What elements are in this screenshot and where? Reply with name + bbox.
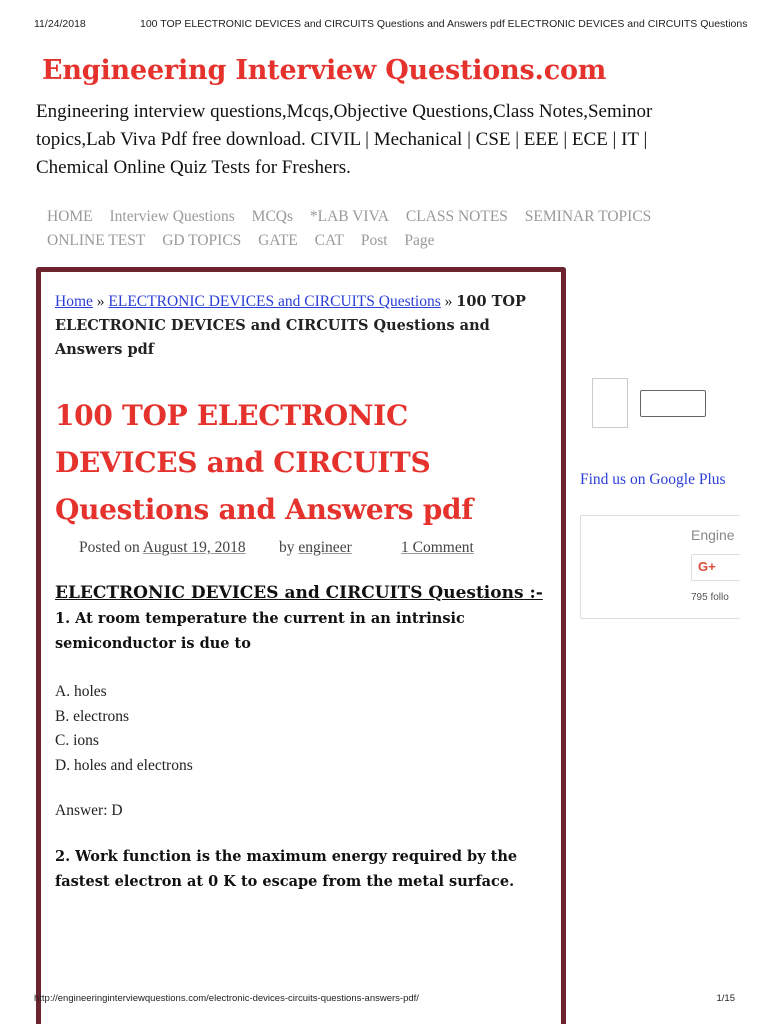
main-nav (47, 205, 727, 253)
nav-item-gate[interactable]: GATE (258, 232, 298, 249)
breadcrumb-home-link[interactable]: Home (55, 293, 93, 310)
nav-item-class-notes[interactable]: CLASS NOTES (405, 208, 508, 225)
nav-item-post[interactable]: Post (360, 232, 388, 249)
comments-link[interactable]: 1 Comment (401, 539, 474, 556)
post-author-wrapper (279, 539, 352, 557)
google-plus-page-name[interactable]: Engine (691, 527, 735, 543)
breadcrumb-separator: » (440, 293, 457, 310)
print-page-title: 100 TOP ELECTRONIC DEVICES and CIRCUITS Questions and Answers pdf ELECTRONIC DEVICES and CIRCUITS Questions (140, 18, 748, 30)
question-1-answer: Answer: D (55, 802, 123, 819)
post-meta (55, 539, 555, 563)
nav-item-home[interactable]: HOME (47, 208, 93, 225)
question-2: 2. Work function is the maximum energy required by the fastest electron at 0 K to escape from the metal surface. (55, 848, 518, 890)
sidebar-button-placeholder[interactable] (640, 390, 706, 417)
section-heading: ELECTRONIC DEVICES and CIRCUITS Questions :- (55, 583, 543, 603)
nav-item-online-test[interactable]: ONLINE TEST (47, 232, 146, 249)
google-plus-icon: G+ (698, 559, 716, 574)
print-url: http://engineeringinterviewquestions.com/electronic-devices-circuits-questions-answers-pdf/ (34, 993, 419, 1004)
nav-item-gd-topics[interactable]: GD TOPICS (162, 232, 242, 249)
by-label: by (279, 539, 299, 556)
nav-item-interview-questions[interactable]: Interview Questions (109, 208, 235, 225)
sidebar-widget-box (592, 378, 628, 428)
nav-item-lab-viva[interactable]: *LAB VIVA (309, 208, 389, 225)
article-container (36, 267, 566, 1024)
nav-item-cat[interactable]: CAT (314, 232, 344, 249)
option-a: A. holes (55, 683, 107, 700)
google-plus-follow-button[interactable] (691, 554, 740, 581)
breadcrumb-separator: » (92, 293, 109, 310)
site-description: Engineering interview questions,Mcqs,Objective Questions,Class Notes,Seminor topics,Lab Viva Pdf free download. CIVIL | Mechanical | CSE | EEE | ECE | IT | Chemical Online Quiz Tests for Freshers. (36, 101, 653, 178)
print-date: 11/24/2018 (34, 18, 86, 30)
nav-item-seminar-topics[interactable]: SEMINAR TOPICS (524, 208, 652, 225)
post-date-link[interactable]: August 19, 2018 (142, 539, 246, 556)
post-author-link[interactable]: engineer (298, 539, 352, 556)
option-c: C. ions (55, 732, 99, 749)
breadcrumb-current: 100 TOP ELECTRONIC DEVICES and CIRCUITS Questions and Answers pdf (55, 293, 526, 358)
find-us-on-google-plus-link[interactable]: Find us on Google Plus (580, 471, 726, 488)
post-date-wrapper (79, 539, 246, 557)
option-d: D. holes and electrons (55, 756, 193, 774)
print-header (34, 18, 748, 32)
option-b: B. electrons (55, 707, 130, 725)
posted-on-label: Posted on (79, 539, 143, 556)
nav-item-mcqs[interactable]: MCQs (251, 208, 294, 225)
nav-item-page[interactable]: Page (404, 232, 435, 249)
question-1: 1. At room temperature the current in an intrinsic semiconductor is due to (55, 610, 465, 652)
print-page-number: 1/15 (716, 993, 735, 1004)
google-plus-followers: 795 follo (691, 592, 729, 603)
print-footer (34, 993, 735, 1007)
question-1-options (55, 680, 555, 778)
site-title[interactable]: Engineering Interview Questions.com (42, 55, 607, 86)
article-body (55, 290, 555, 894)
breadcrumb (55, 290, 555, 362)
post-title: 100 TOP ELECTRONIC DEVICES and CIRCUITS Questions and Answers pdf (55, 399, 473, 526)
breadcrumb-category-link[interactable]: ELECTRONIC DEVICES and CIRCUITS Questions (108, 293, 441, 310)
google-plus-card (580, 515, 740, 619)
